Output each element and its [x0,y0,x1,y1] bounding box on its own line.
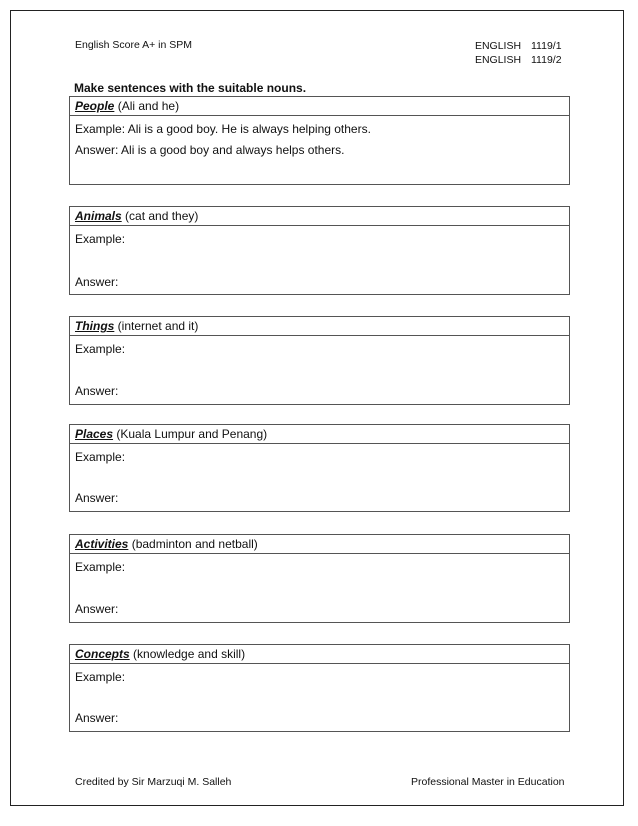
header-subject: ENGLISH [474,54,522,66]
section-category: Things [75,319,115,333]
section-hint: (badminton and netball) [128,537,258,551]
section-category: Concepts [75,647,130,661]
section-concepts [69,644,570,732]
header-paper-code: 1119/2 [531,54,562,66]
example-line[interactable]: Example: [75,670,126,684]
footer-title: Professional Master in Education [411,776,565,788]
example-line[interactable]: Example: [75,232,126,246]
section-header [70,207,569,226]
section-category: Animals [75,209,122,223]
section-category: Places [75,427,114,441]
section-animals [69,206,570,295]
section-hint: (knowledge and skill) [129,647,246,661]
example-line[interactable]: Example: [75,560,126,574]
section-things [69,316,570,405]
example-line[interactable]: Example: [75,342,126,356]
section-header [70,535,569,554]
footer-credit: Credited by Sir Marzuqi M. Salleh [75,776,232,788]
example-line[interactable]: Example: [75,450,126,464]
section-header [70,317,569,336]
answer-line[interactable]: Answer: [75,275,119,289]
example-line[interactable]: Example: Ali is a good boy. He is always helping others. [75,122,371,136]
section-hint: (internet and it) [114,319,199,333]
header-code-row [467,39,581,53]
instruction-heading: Make sentences with the suitable nouns. [74,81,307,95]
section-hint: (Kuala Lumpur and Penang) [113,427,268,441]
header-paper-code: 1119/1 [531,40,562,52]
answer-line[interactable]: Answer: Ali is a good boy and always helps others. [75,143,345,157]
answer-line[interactable]: Answer: [75,384,119,398]
section-places [69,424,570,512]
section-category: People [75,99,115,113]
section-activities [69,534,570,623]
section-category: Activities [75,537,129,551]
header-code-row [467,53,581,67]
section-people [69,96,570,185]
header-codes [467,39,581,67]
section-header [70,425,569,444]
header-title: English Score A+ in SPM [75,39,193,51]
header-subject: ENGLISH [474,40,522,52]
answer-line[interactable]: Answer: [75,711,119,725]
answer-line[interactable]: Answer: [75,602,119,616]
section-header [70,97,569,116]
section-hint: (cat and they) [121,209,199,223]
section-hint: (Ali and he) [114,99,180,113]
section-header [70,645,569,664]
answer-line[interactable]: Answer: [75,491,119,505]
